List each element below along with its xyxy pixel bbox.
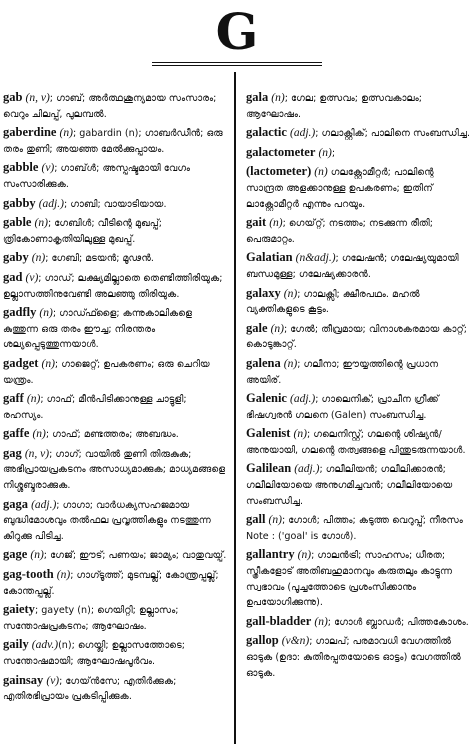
entry-definition: ; ഗലീലിയൻ; ഗലീലിക്കാരൻ; ഗലീലിയോയെ അനുഗമിച്ചവൻ; ഗലീലിയോയെ സംബന്ധിച്ച.: [246, 464, 453, 507]
entry-headword: galaxy: [246, 285, 281, 300]
entry-definition: ; ഗാലെനിക്; പ്രാചീന ഗ്രീക്ക് ഭിഷഗ്വരൻ ഗലനെ (Galen) സംബന്ധിച്ച.: [246, 394, 439, 421]
entry-definition: ; ഗാഡ്ഫ്ളൈ; കന്നുകാലികളെ കുത്തുന്ന ഒരു തരം ഈച്ച; നിരന്തരം ശല്യപ്പെടുത്തുന്നയാൾ.: [3, 308, 193, 351]
dictionary-entry: [3, 160, 227, 192]
entry-definition: ; ഗേജ്; ഈട്; പണയം; ജാമ്യം; വാതുവയ്പ്.: [43, 550, 227, 562]
entry-headword: gait: [246, 215, 267, 230]
entry-part-of-speech: (v&n): [281, 635, 310, 648]
entry-part-of-speech: (n): [26, 393, 41, 406]
entry-definition: ; ഗലാക്റ്റിക്; പാലിനെ സംബന്ധിച്ച.: [315, 128, 471, 140]
entry-definition: ; ഗേൽ; തീവ്രമായ; വിനാശകരമായ കാറ്റ്; കൊടുങ്കാറ്റ്.: [246, 323, 468, 351]
entry-headword: gala: [246, 90, 269, 104]
entry-definition: ; ഗാബി; വായാടിയായ.: [63, 198, 167, 210]
entry-headword: gale: [246, 320, 268, 335]
dictionary-entry: [246, 356, 472, 388]
dictionary-entry: [246, 286, 472, 318]
dictionary-entry: [3, 426, 227, 443]
entry-part-of-speech: (n): [34, 217, 48, 230]
entry-part-of-speech: (n): [32, 428, 46, 441]
dictionary-entry: [3, 90, 227, 122]
entry-definition: ; gabardin (n); ഗാബർഡീൻ; ഒരു തരം തുണി; അയഞ്ഞ മേൽക്കുപ്പായം.: [3, 128, 223, 155]
entry-definition: ; ഗാലപ്; പരമാവധി വേഗത്തിൽ ഓടുക (ഉദാ: കുതിരപ്പതയോടെ ഓട്ടം) വേഗത്തിൽ ഓടുക.: [246, 636, 461, 679]
entry-headword: galena: [246, 355, 281, 370]
entry-definition: ; ഗേയ്ൻസേ; എതിർക്കുക; എതിരഭിപ്രായം പ്രകടിപ്പിക്കുക.: [3, 675, 177, 703]
dictionary-entry: [3, 356, 227, 388]
dictionary-entry: [3, 446, 227, 494]
entry-part-of-speech: (n): [30, 549, 44, 562]
entry-headword: gag: [3, 445, 22, 460]
dictionary-entry: [246, 391, 472, 423]
entry-part-of-speech: (n): [314, 615, 328, 628]
dictionary-entry: [3, 497, 227, 545]
dictionary-entry: [3, 637, 227, 669]
entry-part-of-speech: (n): [314, 166, 328, 179]
entry-definition: ; ഗലേഷൻ; ഗലേഷ്യയുമായി ബന്ധമുള്ള; ഗലേഷ്യക്കാരൻ.: [246, 253, 459, 280]
entry-definition: ; ഗാഗാ; വാർധക്യസഹജമായ ബുദ്ധിമോശവും തൽഫല പ്രവൃത്തികളും നടത്തുന്ന കിറുക്കു പിടിച്ച.: [3, 499, 211, 542]
entry-headword: gaily: [3, 637, 29, 652]
entry-definition: (n); ഗെയ്ലി; ഉല്ലാസത്തോടെ; സന്തോഷമായി; ആഘോഷപൂർവം.: [3, 640, 186, 667]
entry-part-of-speech: (n, v): [25, 92, 50, 104]
dictionary-entry: [3, 270, 227, 302]
entry-part-of-speech: (n): [39, 307, 53, 320]
entry-part-of-speech: (n): [283, 287, 298, 300]
entry-part-of-speech: (n): [268, 514, 282, 527]
left-column: [3, 90, 227, 708]
entry-definition: ; ഗാഡ്; ലക്ഷ്യമില്ലാതെ തെണ്ടിത്തിരിയുക; ഉല്ലാസത്തിനുവേണ്ടി അലഞ്ഞു തിരിയുക.: [3, 272, 223, 300]
entry-headword: gaga: [3, 496, 28, 511]
entry-definition: ;: [331, 147, 336, 159]
entry-part-of-speech: (adj.): [290, 393, 316, 406]
dictionary-entry: [246, 125, 472, 142]
dictionary-entry: [246, 250, 472, 282]
dictionary-entry: [3, 567, 227, 599]
entry-part-of-speech: (n): [318, 146, 332, 159]
entry-definition: ; ഗോൾ ബ്ലാഡർ; പിത്തകോശം.: [327, 616, 469, 628]
dictionary-entry: [246, 90, 472, 122]
entry-definition: ; ഗാഗ്; വായിൽ തുണി തിരുകുക; അഭിപ്രായപ്രകടനം അസാധ്യമാക്കുക; മാധ്യമങ്ങളെ നിശ്ശബ്ദരാക്കുക.: [3, 448, 226, 492]
entry-headword: galactic: [246, 125, 287, 140]
entry-definition: ; ഗേബിൾ; വീടിന്റെ മുഖപ്പ്; ത്രികോണാകൃതിയിലുള്ള മുഖപ്പ്.: [3, 218, 162, 245]
right-column: [246, 90, 472, 684]
entry-part-of-speech: (n): [270, 322, 285, 335]
entry-part-of-speech: (adj.): [38, 197, 64, 210]
entry-headword: gall-bladder: [246, 613, 312, 628]
entry-part-of-speech: (adj.): [294, 463, 320, 476]
entry-definition: ; gayety (n); ഗെയിറ്റി; ഉല്ലാസം; സന്തോഷപ്രകടനം; ആഘോഷം.: [3, 605, 179, 632]
entry-headword: Galenist: [246, 426, 291, 441]
entry-part-of-speech: (n): [59, 127, 73, 140]
entry-definition: ; ഗാലൻട്രി; സാഹസം; ധീരത; സ്ത്രീകളോട് അതിബഹുമാനവും കരുതലും കാട്ടുന്ന സ്വഭാവം (പൂച്ചത്തോടെ പ്രശംസിക്കാനും ഉപയോഗിക്കുന്നു).: [246, 550, 453, 609]
entry-headword: gall: [246, 512, 266, 527]
entry-headword: gag-tooth: [3, 567, 54, 582]
entry-headword: gaberdine: [3, 125, 57, 140]
entry-definition: ; ഗേല; ഉത്സവം; ഉത്സവകാലം; ആഘോഷം.: [246, 93, 422, 120]
dictionary-entry: [246, 164, 472, 212]
entry-definition: ; ഗോൾ; പിത്തം; കടുത്ത വെറുപ്പ്; നീരസം Note : ('goal' is ഗോൾ).: [246, 515, 463, 542]
dictionary-entry: [246, 145, 472, 162]
entry-headword: Galatian: [246, 250, 293, 265]
entry-headword: gad: [3, 269, 23, 284]
heading-rule: [152, 62, 322, 66]
column-divider: [234, 72, 236, 744]
entry-definition: ഗലക്റ്റോമീറ്റർ; പാലിന്റെ സാന്ദ്രത അളക്കാനുള്ള ഉപകരണം; ഇതിന് ലാക്റ്റോമീറ്റർ എന്നും പറയും.: [246, 167, 434, 210]
dictionary-entry: [3, 125, 227, 157]
entry-part-of-speech: (adj.): [31, 498, 57, 511]
entry-definition: ; ഗാഗ്ടൂത്ത്; മുടമ്പല്ല്; കോന്ത്രപ്പല്ല്; കോന്തപ്പല്ല്.: [3, 570, 219, 597]
dictionary-entry: [3, 673, 227, 705]
entry-definition: ; ഗലീനാ; ഈയ്യത്തിന്റെ പ്രധാന അയിര്.: [246, 358, 439, 386]
dictionary-entry: [246, 614, 472, 631]
entry-part-of-speech: (n&adj.): [295, 252, 336, 265]
entry-part-of-speech: (n): [283, 357, 298, 370]
entry-part-of-speech: (v): [41, 162, 55, 175]
entry-headword: gage: [3, 547, 28, 562]
entry-part-of-speech: (v): [25, 271, 39, 284]
entry-definition: ; ഗാഫ്; മീൻപിടിക്കാനുള്ള ചാട്ടുളി; രഹസ്യം.: [3, 394, 187, 421]
entry-headword: galactometer: [246, 144, 316, 159]
entry-headword: gadget: [3, 355, 39, 370]
dictionary-entry: [3, 196, 227, 213]
entry-definition: ; ഗേബി; മടയൻ; മൂഢൻ.: [45, 253, 154, 265]
entry-part-of-speech: (n): [31, 252, 46, 265]
entry-headword: gaiety: [3, 602, 35, 617]
entry-part-of-speech: (adv.): [31, 639, 59, 652]
entry-headword: gab: [3, 90, 23, 104]
dictionary-entry: [246, 547, 472, 610]
entry-headword: (lactometer): [246, 164, 312, 179]
entry-part-of-speech: (n, v): [24, 447, 50, 460]
entry-headword: gabby: [3, 195, 36, 210]
entry-part-of-speech: (v): [46, 674, 60, 687]
entry-headword: gainsay: [3, 672, 44, 687]
page-letter-heading: G: [215, 2, 259, 61]
entry-part-of-speech: (n): [271, 92, 285, 104]
entry-part-of-speech: (adj.): [290, 127, 316, 140]
entry-headword: Galilean: [246, 461, 292, 476]
dictionary-entry: [3, 602, 227, 634]
dictionary-entry: [3, 547, 227, 564]
entry-part-of-speech: (n): [56, 569, 71, 582]
entry-headword: gallop: [246, 633, 279, 648]
entry-headword: gaffe: [3, 426, 30, 441]
entry-definition: ; ഗാലക്സി; ക്ഷീരപഥം. മഹൽ വ്യക്തികളുടെ കൂട്ടം.: [246, 288, 420, 316]
entry-definition: ; ഗാജെറ്റ്; ഉപകരണം; ഒരു ചെറിയ യന്ത്രം.: [3, 358, 210, 386]
dictionary-entry: [246, 461, 472, 509]
entry-headword: gaby: [3, 250, 29, 265]
entry-headword: Galenic: [246, 391, 287, 406]
entry-headword: gable: [3, 215, 32, 230]
entry-definition: ; ഗെയ്റ്റ്; നടത്തം; നടക്കുന്ന രീതി; പെരുമാറ്റം.: [246, 218, 433, 245]
dictionary-entry: [246, 215, 472, 247]
entry-definition: ; ഗാബ്; അർത്ഥശൂന്യമായ സംസാരം; വെറും ചിലപ്പ്, പുലമ്പൽ.: [3, 93, 217, 120]
dictionary-entry: [3, 215, 227, 247]
dictionary-entry: [3, 391, 227, 423]
entry-part-of-speech: (n): [269, 217, 283, 230]
entry-headword: gadfly: [3, 305, 37, 320]
entry-part-of-speech: (n): [41, 357, 55, 370]
entry-headword: gabble: [3, 160, 39, 175]
entry-definition: ; ഗാബ്ൾ; അസ്പഷ്ടമായി വേഗം സംസാരിക്കുക.: [3, 163, 191, 190]
entry-part-of-speech: (n): [293, 428, 307, 441]
dictionary-entry: [3, 305, 227, 353]
entry-part-of-speech: (n): [297, 549, 312, 562]
entry-definition: ; ഗലെനിസ്റ്റ്; ഗലന്റെ ശിഷ്യൻ/ അനുയായി, ഗലന്റെ തത്വങ്ങളെ പിന്തുടരുന്നയാൾ.: [246, 429, 466, 456]
entry-headword: gallantry: [246, 547, 295, 562]
dictionary-entry: [246, 512, 472, 544]
entry-definition: ; ഗാഫ്; മണ്ടത്തരം; അബദ്ധം.: [45, 429, 179, 441]
dictionary-entry: [3, 250, 227, 267]
dictionary-entry: [246, 633, 472, 681]
dictionary-entry: [246, 426, 472, 458]
entry-headword: gaff: [3, 391, 24, 406]
dictionary-entry: [246, 321, 472, 353]
